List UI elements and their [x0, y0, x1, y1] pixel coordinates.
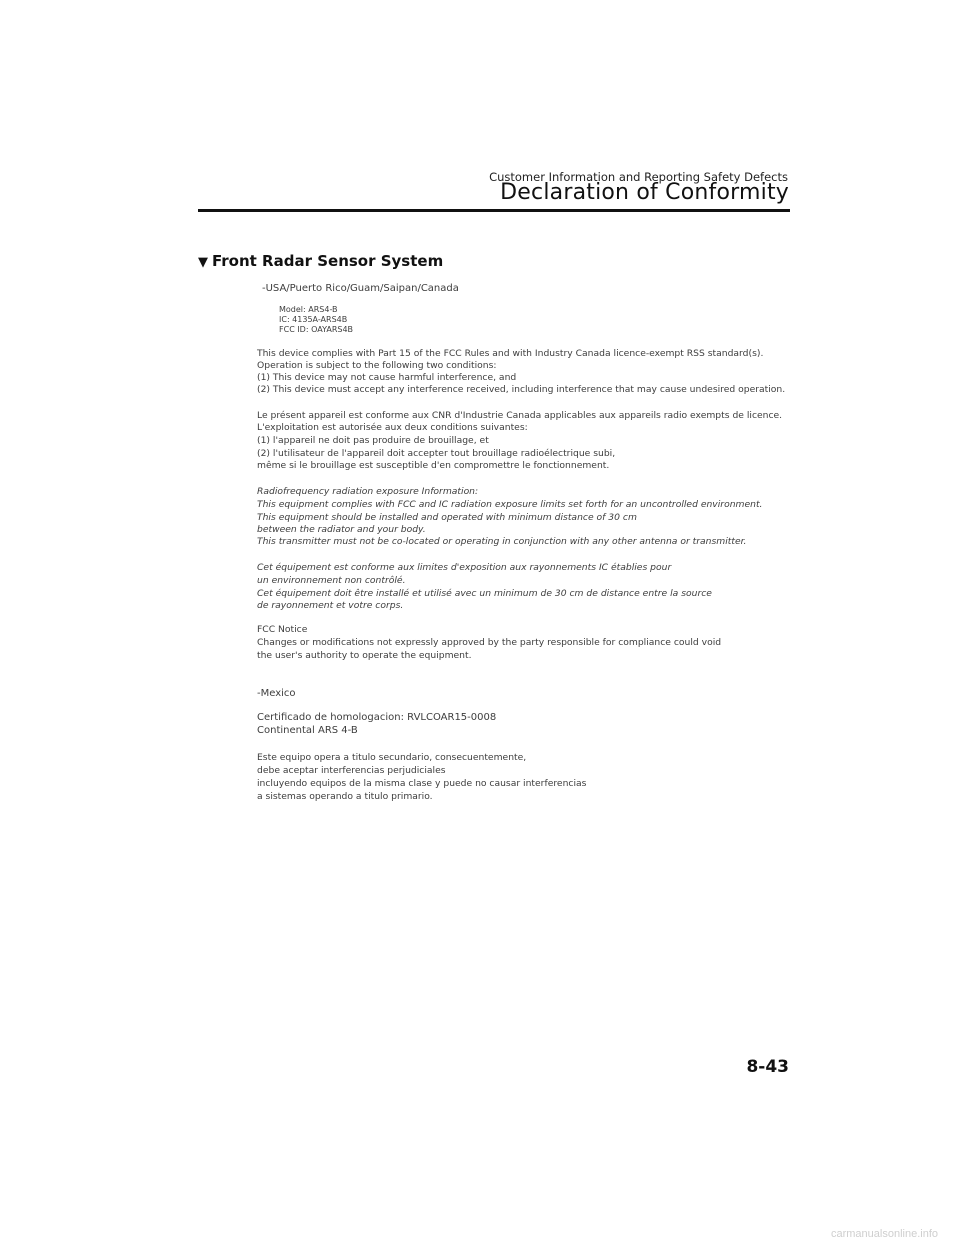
- fcc-fr-line: Le présent appareil est conforme aux CNR d'Industrie Canada applicables aux appareils radio exempts de licence.: [257, 410, 783, 421]
- fcc-en-line: (2) This device must accept any interference received, including interference that may cause undesired operation.: [257, 384, 786, 395]
- fcc-en-line: (1) This device may not cause harmful interference, and: [257, 372, 517, 383]
- mexico-cert-line: Continental ARS 4-B: [257, 725, 358, 736]
- fcc-id-line: FCC ID: OAYARS4B: [279, 325, 354, 334]
- fcc-en-line: Operation is subject to the following two conditions:: [257, 360, 497, 371]
- rf-en-line: between the radiator and your body.: [257, 524, 426, 535]
- header-title: Declaration of Conformity: [500, 180, 789, 205]
- rf-fr-line: un environnement non contrôlé.: [257, 575, 406, 586]
- rf-en-line: This equipment should be installed and operated with minimum distance of 30 cm: [257, 512, 637, 523]
- rf-fr-line: Cet équipement est conforme aux limites d'exposition aux rayonnements IC établies pour: [257, 562, 672, 573]
- fcc-fr-line: L'exploitation est autorisée aux deux conditions suivantes:: [257, 422, 528, 433]
- page-number: 8-43: [746, 1057, 789, 1077]
- fcc-fr-line: même si le brouillage est susceptible d'en compromettre le fonctionnement.: [257, 460, 610, 471]
- mexico-es-line: debe aceptar interferencias perjudiciales: [257, 765, 446, 776]
- rf-en-line: Radiofrequency radiation exposure Information:: [257, 486, 479, 497]
- mexico-cert-line: Certificado de homologacion: RVLCOAR15-0008: [257, 712, 497, 723]
- site-watermark: carmanualsonline.info: [830, 1228, 938, 1240]
- fcc-fr-line: (2) l'utilisateur de l'appareil doit accepter tout brouillage radioélectrique subi,: [257, 448, 616, 459]
- fcc-fr-line: (1) l'appareil ne doit pas produire de brouillage, et: [257, 435, 489, 446]
- fcc-en-line: This device complies with Part 15 of the FCC Rules and with Industry Canada licence-exempt RSS standard(s).: [257, 348, 764, 359]
- rf-fr-line: Cet équipement doit être installé et utilisé avec un minimum de 30 cm de distance entre la source: [257, 588, 712, 599]
- fcc-notice-line: Changes or modifications not expressly approved by the party responsible for compliance could void: [257, 637, 722, 648]
- mexico-es-line: incluyendo equipos de la misma clase y puede no causar interferencias: [257, 778, 587, 789]
- section-heading-text: Front Radar Sensor System: [212, 252, 444, 270]
- usa-region-label: -USA/Puerto Rico/Guam/Saipan/Canada: [262, 283, 459, 294]
- fcc-notice-line: FCC Notice: [257, 624, 308, 635]
- fcc-notice-line: the user's authority to operate the equipment.: [257, 650, 472, 661]
- header-chapter: Customer Information and Reporting Safety Defects: [489, 170, 788, 184]
- rf-fr-line: de rayonnement et votre corps.: [257, 600, 404, 611]
- triangle-down-icon: ▼: [198, 255, 208, 270]
- rf-en-line: This transmitter must not be co-located or operating in conjunction with any other antenna or transmitter.: [257, 536, 747, 547]
- ic-line: IC: 4135A-ARS4B: [279, 315, 348, 324]
- mexico-region-label: -Mexico: [257, 688, 296, 699]
- mexico-es-line: Este equipo opera a titulo secundario, consecuentemente,: [257, 752, 527, 763]
- model-line: Model: ARS4-B: [279, 305, 338, 314]
- mexico-es-line: a sistemas operando a titulo primario.: [257, 791, 433, 802]
- rf-en-line: This equipment complies with FCC and IC radiation exposure limits set forth for an uncontrolled environment.: [257, 499, 763, 510]
